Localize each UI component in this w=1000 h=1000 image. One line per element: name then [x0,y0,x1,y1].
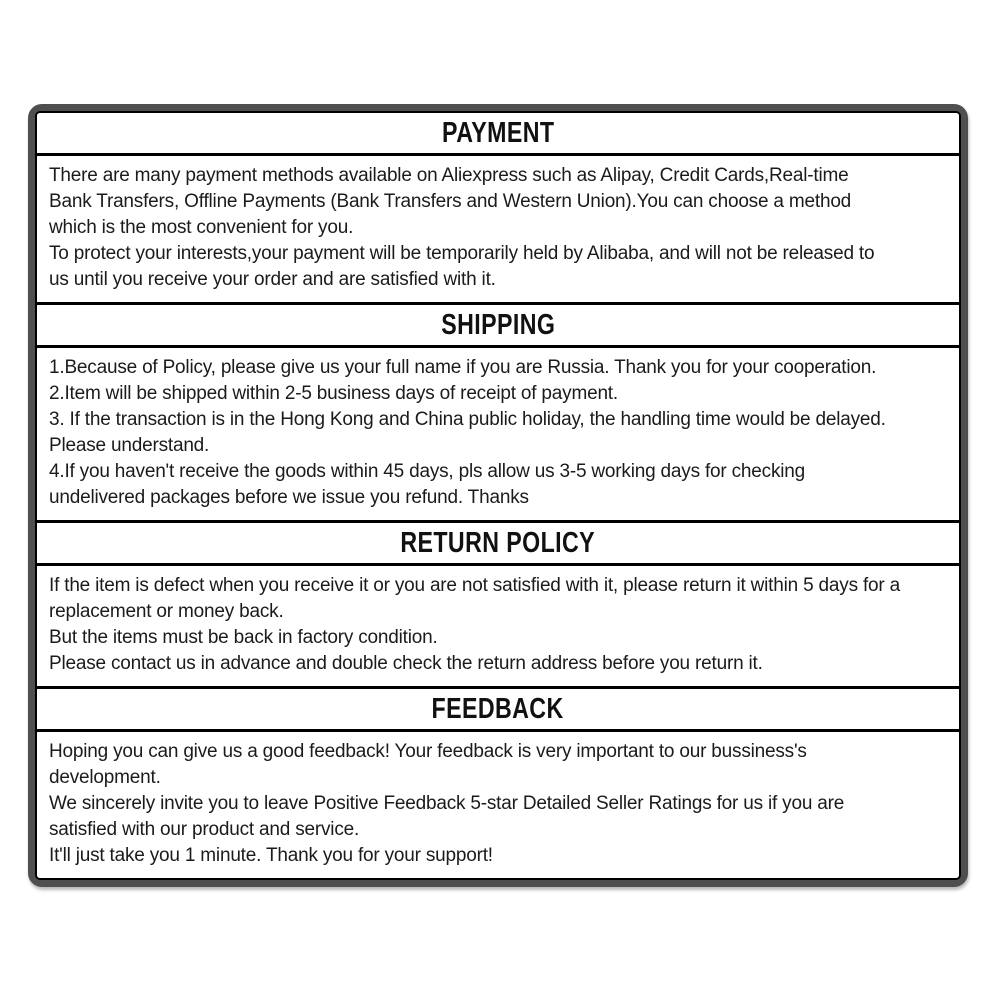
section-body-payment [37,156,959,305]
policy-text-line: undelivered packages before we issue you refund. Thanks [49,487,529,508]
policy-text-line: which is the most convenient for you. [49,217,354,238]
policy-text-line: replacement or money back. [49,601,284,622]
section-title-shipping: SHIPPING [440,309,556,341]
policy-text-line: But the items must be back in factory condition. [49,627,438,648]
policy-text-line: 2.Item will be shipped within 2-5 business days of receipt of payment. [49,383,618,404]
policy-text-line: It'll just take you 1 minute. Thank you for your support! [49,845,493,866]
section-body-feedback [37,732,959,878]
policy-panel-frame [28,104,968,887]
section-header-return-policy [37,523,959,566]
section-header-shipping [37,305,959,348]
policy-panel [35,111,961,880]
section-body-return-policy [37,566,959,689]
policy-text-line: There are many payment methods available on Aliexpress such as Alipay, Credit Cards,Real-time [49,165,849,186]
policy-text-line: Please understand. [49,435,210,456]
policy-text-line: 1.Because of Policy, please give us your full name if you are Russia. Thank you for your cooperation. [49,357,877,378]
policy-text-line: us until you receive your order and are satisfied with it. [49,269,496,290]
policy-text-line: 3. If the transaction is in the Hong Kong and China public holiday, the handling time would be delayed. [49,409,886,430]
section-body-shipping [37,348,959,523]
section-title-return-policy: RETURN POLICY [400,527,596,559]
policy-text-line: To protect your interests,your payment will be temporarily held by Alibaba, and will not be released to [49,243,875,264]
policy-text-line: We sincerely invite you to leave Positive Feedback 5-star Detailed Seller Ratings for us if you are [49,793,845,814]
policy-text-line: Hoping you can give us a good feedback! Your feedback is very important to our bussiness's [49,741,807,762]
section-header-payment [37,113,959,156]
policy-text-line: 4.If you haven't receive the goods within 45 days, pls allow us 3-5 working days for checking [49,461,806,482]
policy-text-line: Please contact us in advance and double check the return address before you return it. [49,653,763,674]
policy-text-line: If the item is defect when you receive it or you are not satisfied with it, please return it within 5 days for a [49,575,900,596]
policy-text-line: development. [49,767,161,788]
section-title-payment: PAYMENT [441,117,555,149]
policy-text-line: satisfied with our product and service. [49,819,360,840]
section-header-feedback [37,689,959,732]
section-title-feedback: FEEDBACK [431,693,565,725]
policy-text-line: Bank Transfers, Offline Payments (Bank Transfers and Western Union).You can choose a method [49,191,852,212]
